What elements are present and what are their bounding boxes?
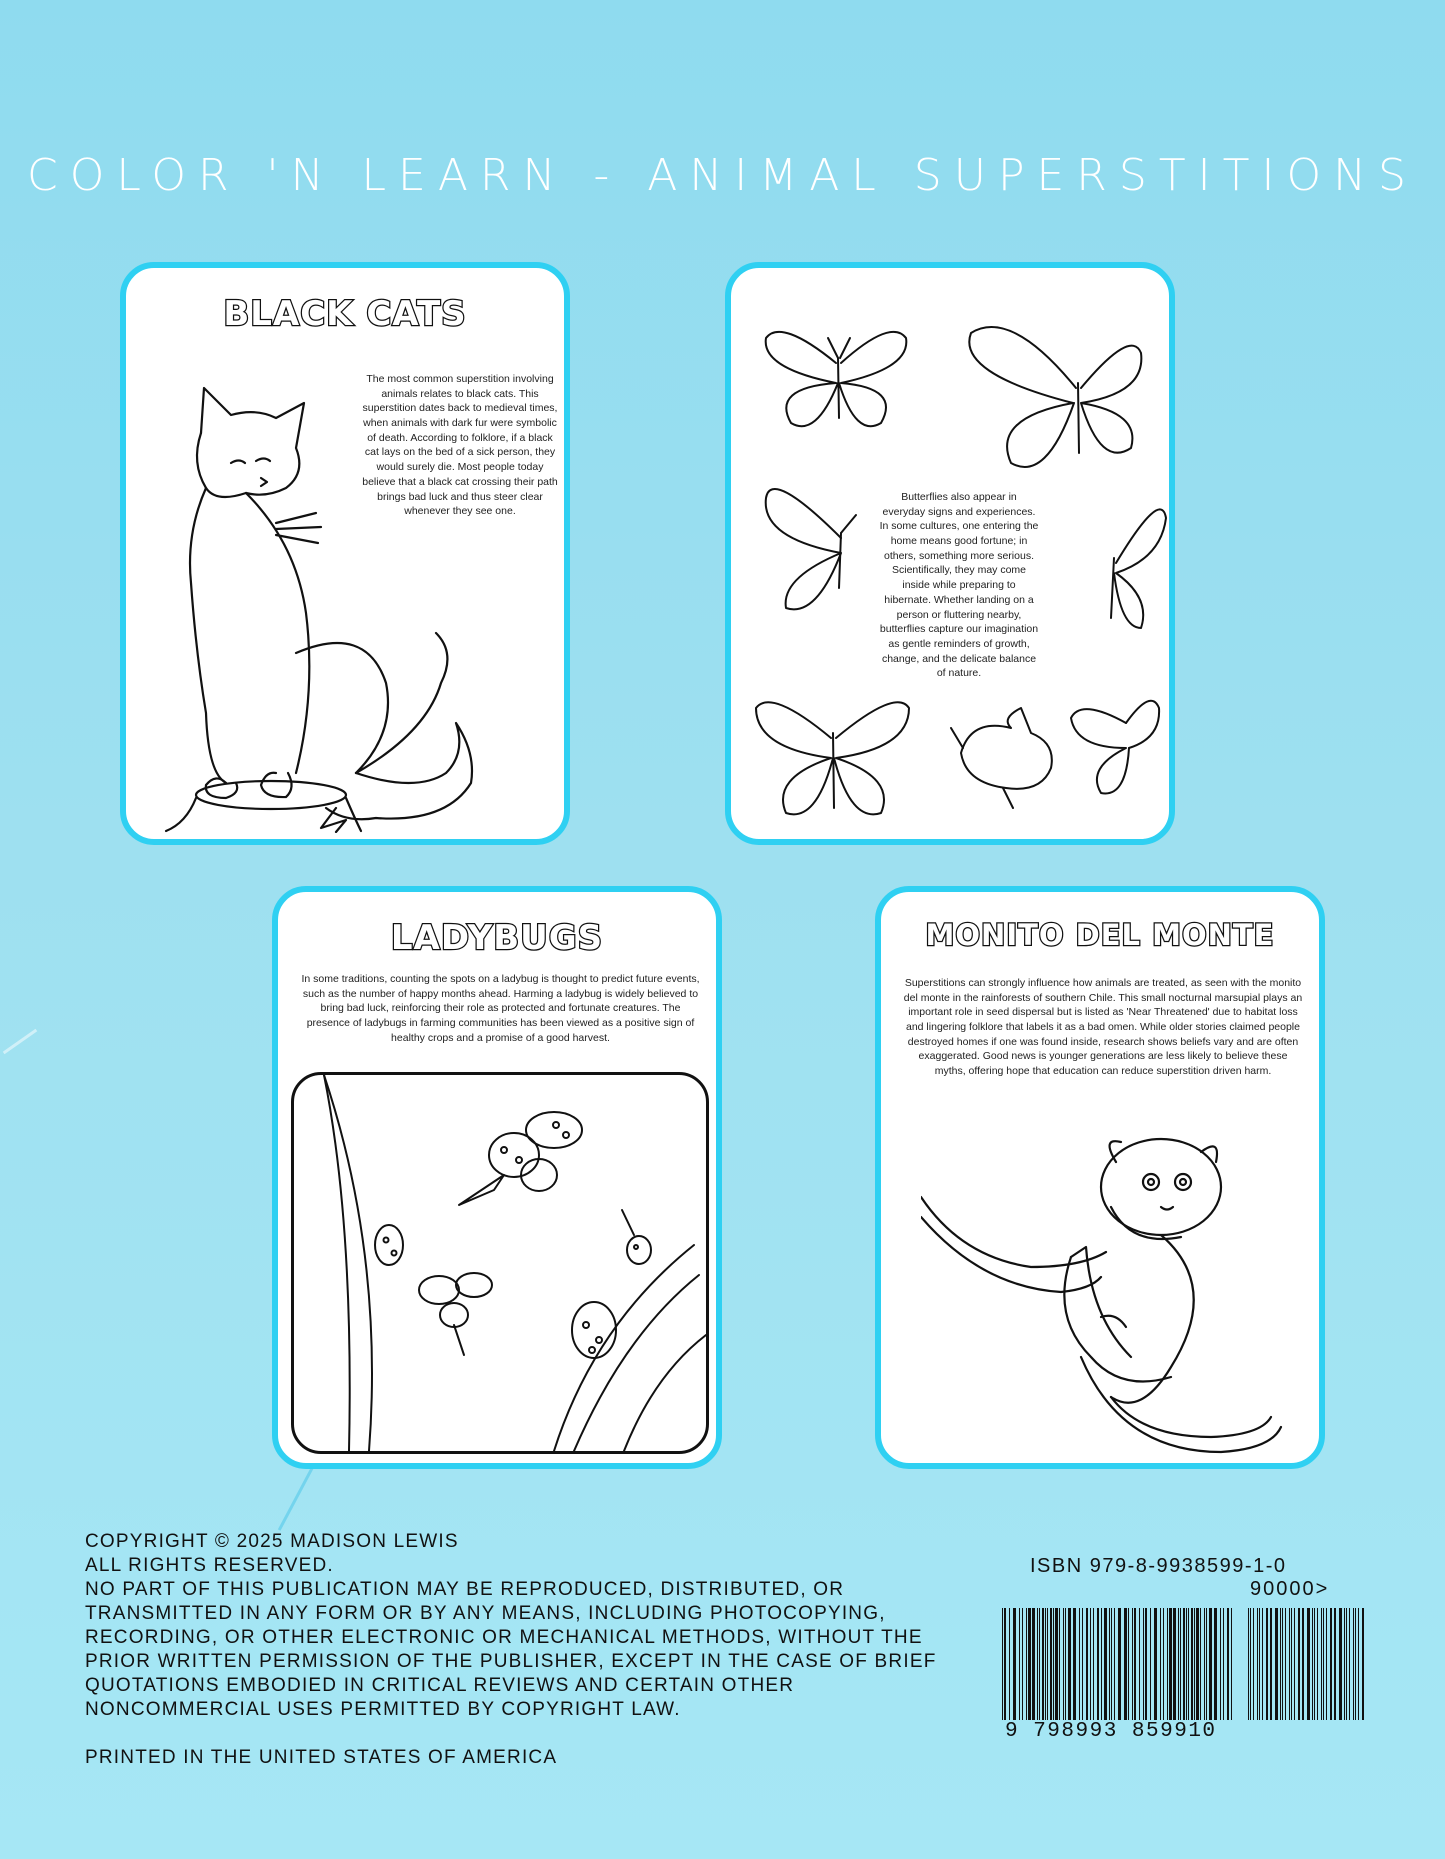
copyright-block — [85, 1530, 985, 1770]
barcode-bar — [1111, 1608, 1112, 1720]
barcode-bar — [1353, 1608, 1354, 1720]
barcode-main — [1002, 1608, 1234, 1720]
copyright-line: NONCOMMERCIAL USES PERMITTED BY COPYRIGHT LAW. — [85, 1699, 681, 1720]
barcode-bar — [1280, 1608, 1281, 1720]
barcode-bar — [1289, 1608, 1290, 1720]
barcode-bar — [1086, 1608, 1088, 1720]
barcode-bar — [1253, 1608, 1254, 1720]
barcode-bar — [1317, 1608, 1318, 1720]
barcode-bar — [1334, 1608, 1336, 1720]
copyright-line: ALL RIGHTS RESERVED. — [85, 1555, 334, 1576]
card-text: In some traditions, counting the spots on a ladybug is thought to predict future events, such as the number of happy months ahead. Harming a ladybug is widely believed to bring bad luck, reinforcing their role as protected and fortunate creatures. The presence of ladybugs in farming communities has been viewed as a positive sign of healthy crops and a promise of a good harvest. — [301, 973, 700, 1044]
barcode-bar — [1118, 1608, 1121, 1720]
barcode-bar — [1063, 1608, 1064, 1720]
barcode-bar — [1270, 1608, 1272, 1720]
butterfly-1 — [766, 332, 907, 426]
barcode-bar — [1214, 1608, 1217, 1720]
copyright-line: COPYRIGHT © 2025 MADISON LEWIS — [85, 1531, 459, 1552]
barcode-bar — [1330, 1608, 1332, 1720]
barcode-bar — [1206, 1608, 1207, 1720]
barcode-bar — [1259, 1608, 1260, 1720]
barcode-bar — [1065, 1608, 1066, 1720]
barcode-bar — [1344, 1608, 1345, 1720]
barcode-bar — [1167, 1608, 1168, 1720]
page-title: COLOR 'N LEARN - ANIMAL SUPERSTITIONS — [27, 150, 1418, 201]
barcode-bar — [1262, 1608, 1263, 1720]
barcode-bar — [1013, 1608, 1016, 1720]
barcode-bar — [1059, 1608, 1060, 1720]
card-butterflies — [725, 262, 1175, 845]
barcode-bar — [1028, 1608, 1031, 1720]
barcode-bar — [1026, 1608, 1027, 1720]
barcode-bar — [1339, 1608, 1342, 1720]
barcode-bar — [1188, 1608, 1189, 1720]
barcode-bar — [1045, 1608, 1046, 1720]
ladybug — [419, 1273, 492, 1355]
barcode-bar — [1186, 1608, 1187, 1720]
barcode-bar — [1358, 1608, 1359, 1720]
barcode-bar — [1169, 1608, 1172, 1720]
barcode-number: 9 798993 859910 — [1005, 1720, 1217, 1743]
barcode-bar — [1154, 1608, 1157, 1720]
barcode-bar — [1128, 1608, 1129, 1720]
barcode-bar — [1163, 1608, 1164, 1720]
barcode-bar — [1124, 1608, 1127, 1720]
barcode-bar — [1082, 1608, 1083, 1720]
butterfly-3 — [766, 489, 856, 609]
price-addon-label: 90000> — [1250, 1578, 1330, 1600]
card-text: Superstitions can strongly influence how animals are treated, as seen with the monito del monte in the rainforests of southern Chile. This small nocturnal marsupial plays an important role in seed dispersal but is listed as 'Near Threatened' due to habitat loss and lingering folklore that labels it as a bad omen. While older stories claimed people destroyed homes if one was found inside, research shows beliefs vary and are often exaggerated. Good news is younger generations are less likely to believe these myths, offering hope that education can reduce superstition driven harm. — [903, 977, 1303, 1078]
copyright-line: TRANSMITTED IN ANY FORM OR BY ANY MEANS, INCLUDING PHOTOCOPYING, — [85, 1603, 886, 1624]
card-ladybugs — [272, 886, 722, 1469]
barcode-bar — [1291, 1608, 1292, 1720]
copyright-line: QUOTATIONS EMBODIED IN CRITICAL REVIEWS AND CERTAIN OTHER — [85, 1675, 795, 1696]
barcode-bar — [1196, 1608, 1199, 1720]
barcode-bar — [1160, 1608, 1161, 1720]
barcode-bar — [1180, 1608, 1181, 1720]
barcode-bar — [1079, 1608, 1080, 1720]
barcode-bar — [1209, 1608, 1212, 1720]
barcode-bar — [1346, 1608, 1347, 1720]
barcode-bar — [1248, 1608, 1249, 1720]
butterfly-2 — [969, 327, 1141, 467]
printed-in-line: PRINTED IN THE UNITED STATES OF AMERICA — [85, 1747, 558, 1768]
barcode-bar — [1257, 1608, 1258, 1720]
isbn-label: ISBN 979-8-9938599-1-0 — [1030, 1555, 1287, 1577]
ladybug — [375, 1225, 403, 1265]
barcode-bar — [1282, 1608, 1283, 1720]
barcode-bar — [1039, 1608, 1040, 1720]
barcode-bar — [1231, 1608, 1232, 1720]
barcode-bar — [1037, 1608, 1038, 1720]
butterfly-5 — [756, 702, 909, 814]
barcode-bar — [1002, 1608, 1003, 1720]
card-title: LADYBUGS — [390, 918, 604, 958]
barcode-bar — [1321, 1608, 1322, 1720]
barcode-bar — [1355, 1608, 1356, 1720]
barcode-bar — [1312, 1608, 1313, 1720]
barcode-bar — [1114, 1608, 1115, 1720]
barcode-bar — [1314, 1608, 1315, 1720]
copyright-line: RECORDING, OR OTHER ELECTRONIC OR MECHANICAL METHODS, WITHOUT THE — [85, 1627, 923, 1648]
barcode-bar — [1183, 1608, 1185, 1720]
barcode-bar — [1097, 1608, 1099, 1720]
butterfly-7 — [1071, 701, 1159, 794]
barcode-bar — [1200, 1608, 1201, 1720]
barcode-bar — [1055, 1608, 1058, 1720]
barcode-bar — [1349, 1608, 1350, 1720]
barcode-bar — [1022, 1608, 1023, 1720]
barcode-bar — [1101, 1608, 1102, 1720]
barcode-bar — [1073, 1608, 1076, 1720]
barcode-bar — [1173, 1608, 1176, 1720]
barcode-bar — [1302, 1608, 1304, 1720]
barcode-bar — [1285, 1608, 1286, 1720]
card-text: Butterflies also appear in everyday signs and experiences. In some cultures, one entering the home means good fortune; in others, something more serious. Scientifically, they may come inside while preparing to hibernate. Whether landing on a person or fluttering nearby, butterflies capture our imagination as gentle reminders of growth, change, and the delicate balance of nature. — [879, 491, 1039, 680]
barcode-addon — [1248, 1608, 1368, 1720]
barcode-bar — [1191, 1608, 1193, 1720]
monito-illustration — [921, 1117, 1301, 1457]
ladybug — [572, 1302, 616, 1358]
barcode-bar — [1204, 1608, 1205, 1720]
cat-illustration — [146, 353, 566, 833]
barcode-bar — [1294, 1608, 1295, 1720]
barcode-bar — [1223, 1608, 1224, 1720]
barcode-bar — [1323, 1608, 1324, 1720]
copyright-line: PRIOR WRITTEN PERMISSION OF THE PUBLISHER, EXCEPT IN THE CASE OF BRIEF — [85, 1651, 937, 1672]
barcode-bar — [1104, 1608, 1107, 1720]
barcode-bar — [1134, 1608, 1136, 1720]
barcode-bar — [1019, 1608, 1020, 1720]
barcode-bar — [1150, 1608, 1151, 1720]
barcode-bar — [1132, 1608, 1133, 1720]
barcode-bar — [1266, 1608, 1268, 1720]
barcode-bar — [1220, 1608, 1221, 1720]
barcode-bar — [1326, 1608, 1327, 1720]
butterfly-6 — [951, 708, 1052, 808]
ladybugs-illustration — [291, 1072, 709, 1454]
barcode-bar — [1047, 1608, 1048, 1720]
barcode-bar — [1143, 1608, 1144, 1720]
barcode-bar — [1009, 1608, 1010, 1720]
butterflies-illustration — [741, 288, 1171, 838]
barcode-bar — [1139, 1608, 1140, 1720]
card-text: The most common superstition involving animals relates to black cats. This superstition dates back to medieval times, when animals with dark fur were symbolic of death. According to folklore, if a black cat lays on the bed of a sick person, they would surely die. Most people today believe that a black cat crossing their path brings bad luck and thus steer clear whenever they see one. — [362, 373, 558, 518]
barcode-bar — [1194, 1608, 1195, 1720]
card-title: BLACK CATS — [223, 294, 467, 334]
barcode-bar — [1068, 1608, 1071, 1720]
barcode-bar — [1178, 1608, 1179, 1720]
ladybug — [459, 1112, 582, 1205]
barcode-bar — [1032, 1608, 1035, 1720]
barcode-bar — [1090, 1608, 1091, 1720]
barcode-bar — [1362, 1608, 1364, 1720]
barcode-bar — [1053, 1608, 1054, 1720]
card-monito-del-monte — [875, 886, 1325, 1469]
barcode-bar — [1298, 1608, 1300, 1720]
barcode-bar — [1042, 1608, 1044, 1720]
barcode-bar — [1109, 1608, 1110, 1720]
barcode-bar — [1307, 1608, 1310, 1720]
card-black-cats — [120, 262, 570, 845]
butterfly-4 — [1111, 509, 1166, 628]
card-title: MONITO DEL MONTE — [925, 918, 1275, 952]
barcode-bar — [1093, 1608, 1094, 1720]
barcode-bar — [1275, 1608, 1278, 1720]
barcode-bar — [1227, 1608, 1229, 1720]
barcode-bar — [1050, 1608, 1052, 1720]
barcode-bar — [1250, 1608, 1251, 1720]
barcode-bar — [1004, 1608, 1006, 1720]
decorative-streak — [3, 1029, 37, 1054]
barcode-bar — [1145, 1608, 1147, 1720]
copyright-line: NO PART OF THIS PUBLICATION MAY BE REPRODUCED, DISTRIBUTED, OR — [85, 1579, 845, 1600]
ladybug — [622, 1210, 651, 1264]
